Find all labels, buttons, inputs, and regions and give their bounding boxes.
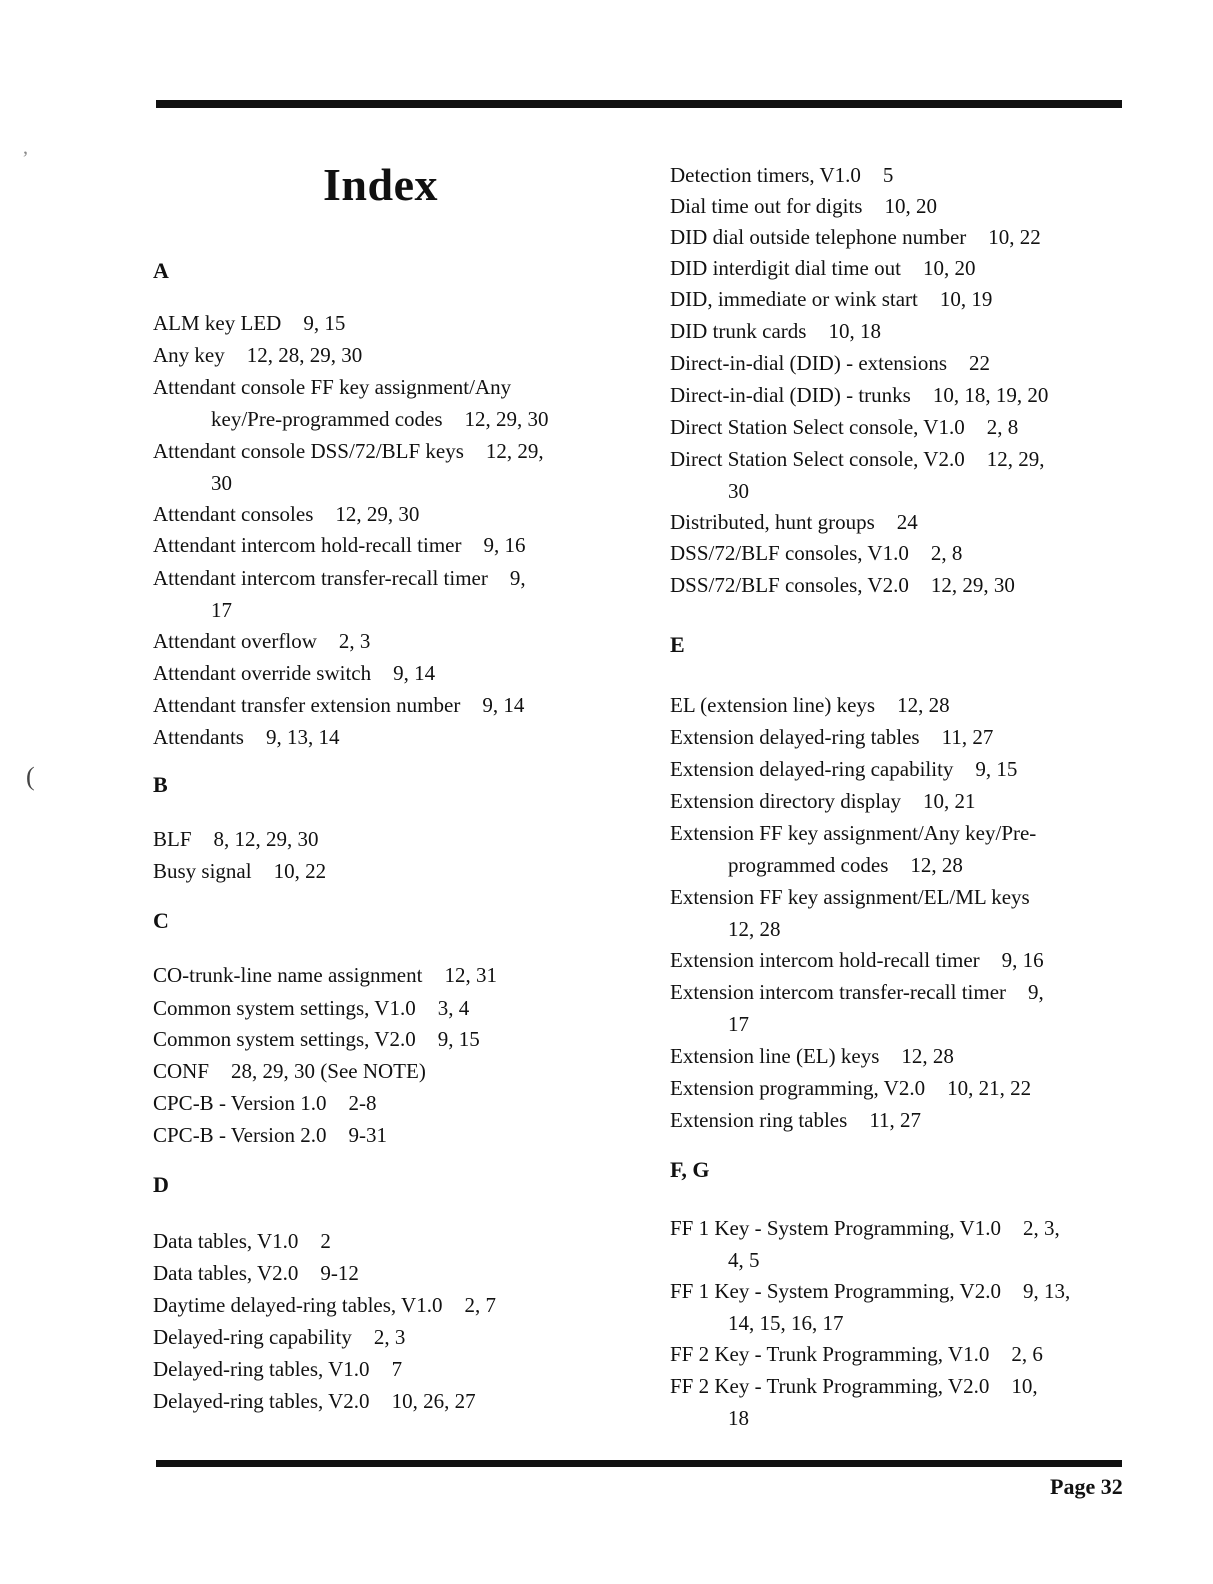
index-entry xyxy=(153,690,524,722)
index-entry xyxy=(153,1290,496,1322)
entry-term: FF 2 Key - Trunk Programming, V2.0 xyxy=(670,1374,990,1398)
entry-term-continued: key/Pre-programmed codes 12, 29, 30 xyxy=(211,406,549,431)
entry-pages: 10, 20 xyxy=(884,194,937,218)
entry-pages: 12, 28, 29, 30 xyxy=(246,343,363,367)
entry-pages: 10, 26, 27 xyxy=(391,1389,476,1413)
entry-term: Any key xyxy=(153,343,225,367)
index-entry xyxy=(153,499,419,531)
index-entry xyxy=(670,348,990,380)
entry-pages: 5 xyxy=(882,163,894,187)
entry-pages: 11, 27 xyxy=(869,1108,922,1132)
entry-pages: 9, 15 xyxy=(975,757,1018,781)
entry-pages: 10, 22 xyxy=(988,225,1041,249)
entry-term: Extension intercom hold-recall timer xyxy=(670,948,980,972)
entry-term: CO-trunk-line name assignment xyxy=(153,963,423,987)
entry-term: Extension FF key assignment/EL/ML keys xyxy=(670,885,1030,909)
section-letter: C xyxy=(153,908,169,933)
index-entry xyxy=(670,1339,1043,1371)
entry-term: DID interdigit dial time out xyxy=(670,256,901,280)
index-entry xyxy=(670,945,1044,977)
entry-pages: 10, 21 xyxy=(922,789,976,813)
entry-pages-continued: 14, 15, 16, 17 xyxy=(728,1310,844,1335)
entry-pages: 11, 27 xyxy=(941,725,994,749)
index-entry xyxy=(153,340,362,372)
entry-pages: 9, 14 xyxy=(393,661,436,685)
entry-pages: 9, 15 xyxy=(437,1027,480,1051)
index-entry xyxy=(153,856,326,888)
index-entry xyxy=(670,507,918,539)
index-entry xyxy=(670,786,975,818)
entry-pages-continued: 12, 28 xyxy=(728,916,781,941)
index-entry xyxy=(153,1386,476,1418)
entry-term: Distributed, hunt groups xyxy=(670,510,875,534)
index-entry xyxy=(153,1120,387,1152)
entry-pages: 10, 20 xyxy=(922,256,976,280)
entry-pages: 10, 19 xyxy=(939,287,993,311)
entry-pages: 2, 6 xyxy=(1011,1342,1043,1366)
index-entry xyxy=(670,570,1015,602)
entry-term: FF 2 Key - Trunk Programming, V1.0 xyxy=(670,1342,990,1366)
index-entry xyxy=(153,722,339,754)
entry-term: DID dial outside telephone number xyxy=(670,225,967,249)
index-entry xyxy=(670,722,993,754)
entry-pages: 10, 18, 19, 20 xyxy=(932,383,1049,407)
section-letter: F, G xyxy=(670,1157,710,1182)
entry-pages: 10, xyxy=(1011,1374,1038,1398)
entry-pages: 10, 21, 22 xyxy=(947,1076,1032,1100)
entry-pages: 12, 28 xyxy=(897,693,950,717)
index-entry xyxy=(670,160,893,192)
index-entry xyxy=(670,754,1017,786)
index-entry xyxy=(670,882,1030,945)
entry-pages: 12, 29, 30 xyxy=(464,406,549,431)
page-number: Page 32 xyxy=(1050,1474,1123,1499)
index-entry xyxy=(153,530,525,562)
entry-term: Direct-in-dial (DID) - extensions xyxy=(670,351,947,375)
entry-pages-continued: 18 xyxy=(728,1405,749,1430)
entry-pages: 9, 13, xyxy=(1022,1279,1071,1303)
entry-term: Extension ring tables xyxy=(670,1108,848,1132)
entry-pages: 22 xyxy=(969,351,990,375)
entry-term: CONF xyxy=(153,1059,210,1083)
entry-term: Attendant intercom hold-recall timer xyxy=(153,533,462,557)
index-entry xyxy=(670,690,950,722)
entry-term: FF 1 Key - System Programming, V1.0 xyxy=(670,1216,1001,1240)
index-entry xyxy=(153,1088,376,1120)
entry-term: DID, immediate or wink start xyxy=(670,287,918,311)
index-entry xyxy=(153,626,370,658)
entry-term: Delayed-ring tables, V1.0 xyxy=(153,1357,370,1381)
entry-pages-continued: 17 xyxy=(211,597,232,622)
index-entry xyxy=(153,1322,405,1354)
entry-term: Delayed-ring capability xyxy=(153,1325,352,1349)
index-entry xyxy=(670,191,937,223)
entry-pages: 7 xyxy=(391,1357,403,1381)
bottom-rule xyxy=(156,1460,1122,1467)
entry-term: DSS/72/BLF consoles, V1.0 xyxy=(670,541,909,565)
entry-pages: 2 xyxy=(320,1229,331,1253)
entry-pages: 12, 29, 30 xyxy=(930,573,1015,597)
entry-pages: 2, 8 xyxy=(986,415,1019,439)
index-entry xyxy=(153,1354,402,1386)
entry-term: CPC-B - Version 2.0 xyxy=(153,1123,327,1147)
entry-term: DSS/72/BLF consoles, V2.0 xyxy=(670,573,909,597)
index-entry xyxy=(670,1105,921,1137)
entry-term: Extension FF key assignment/Any key/Pre- xyxy=(670,821,1037,845)
index-entry xyxy=(670,316,881,348)
index-entry xyxy=(153,436,544,499)
entry-pages-continued: 30 xyxy=(211,470,232,495)
entry-term: Attendant transfer extension number xyxy=(153,693,461,717)
entry-term: CPC-B - Version 1.0 xyxy=(153,1091,327,1115)
index-entry xyxy=(153,372,549,435)
entry-pages: 8, 12, 29, 30 xyxy=(213,827,319,851)
entry-pages: 2, 3 xyxy=(373,1325,406,1349)
entry-pages: 2, 3, xyxy=(1022,1216,1060,1240)
entry-pages: 9, 13, 14 xyxy=(265,725,340,749)
entry-term: Dial time out for digits xyxy=(670,194,863,218)
section-letter: B xyxy=(153,772,168,797)
entry-pages: 2, 8 xyxy=(930,541,963,565)
index-entry xyxy=(670,222,1041,254)
entry-term: Extension intercom transfer-recall timer xyxy=(670,980,1007,1004)
index-entry xyxy=(670,1073,1031,1105)
entry-term: Delayed-ring tables, V2.0 xyxy=(153,1389,370,1413)
entry-term: Extension programming, V2.0 xyxy=(670,1076,926,1100)
entry-pages: 9, xyxy=(1028,980,1044,1004)
entry-term: Daytime delayed-ring tables, V1.0 xyxy=(153,1293,443,1317)
entry-pages-continued: 4, 5 xyxy=(728,1247,760,1272)
entry-term: Attendant overflow xyxy=(153,629,317,653)
index-entry xyxy=(670,1041,954,1073)
entry-pages: 12, 29, xyxy=(986,447,1045,471)
page-title: Index xyxy=(323,159,438,210)
entry-pages: 2-8 xyxy=(348,1091,377,1115)
entry-term: Extension delayed-ring capability xyxy=(670,757,954,781)
entry-pages: 9, 14 xyxy=(482,693,525,717)
entry-term: EL (extension line) keys xyxy=(670,693,876,717)
entry-pages-continued: 30 xyxy=(728,478,749,503)
margin-mark: ( xyxy=(26,762,35,791)
index-entry xyxy=(153,960,497,992)
top-rule xyxy=(156,100,1122,108)
section-letter: D xyxy=(153,1172,169,1197)
entry-term: Attendant override switch xyxy=(153,661,372,685)
entry-term: Busy signal xyxy=(153,859,252,883)
entry-pages: 10, 18 xyxy=(828,319,881,343)
entry-term: Data tables, V2.0 xyxy=(153,1261,299,1285)
entry-pages: 28, 29, 30 (See NOTE) xyxy=(231,1059,426,1083)
entry-pages: 9, 16 xyxy=(483,533,526,557)
entry-pages: 9, xyxy=(509,566,526,590)
entry-term: FF 1 Key - System Programming, V2.0 xyxy=(670,1279,1001,1303)
entry-pages: 12, 28 xyxy=(901,1044,954,1068)
index-entry xyxy=(153,993,469,1025)
index-entry xyxy=(670,380,1048,412)
entry-pages: 2, 7 xyxy=(464,1293,496,1317)
entry-pages: 12, 29, 30 xyxy=(335,502,420,526)
entry-pages: 3, 4 xyxy=(437,996,470,1020)
entry-pages-continued: 17 xyxy=(728,1011,749,1036)
entry-term: Extension line (EL) keys xyxy=(670,1044,880,1068)
entry-pages: 24 xyxy=(896,510,918,534)
section-letter: A xyxy=(153,258,169,283)
entry-term: Extension directory display xyxy=(670,789,901,813)
entry-pages: 9-12 xyxy=(320,1261,359,1285)
entry-term: Extension delayed-ring tables xyxy=(670,725,920,749)
entry-term: Data tables, V1.0 xyxy=(153,1229,299,1253)
entry-term: BLF xyxy=(153,827,192,851)
index-entry xyxy=(153,1258,359,1290)
index-entry xyxy=(153,563,526,626)
entry-pages: 10, 22 xyxy=(273,859,327,883)
entry-pages: 9-31 xyxy=(348,1123,387,1147)
index-entry xyxy=(670,538,962,570)
entry-term: Attendant consoles xyxy=(153,502,314,526)
entry-term: Direct Station Select console, V2.0 xyxy=(670,447,965,471)
index-entry xyxy=(670,818,1036,881)
entry-term: Direct Station Select console, V1.0 xyxy=(670,415,965,439)
entry-pages: 9, 16 xyxy=(1001,948,1044,972)
entry-term: Attendant intercom transfer-recall timer xyxy=(153,566,488,590)
entry-term: Attendant console FF key assignment/Any xyxy=(153,375,512,399)
index-entry xyxy=(153,1056,426,1088)
index-entry xyxy=(153,1226,331,1258)
index-entry xyxy=(153,1024,480,1056)
entry-pages: 12, 28 xyxy=(910,852,963,877)
entry-term-continued: programmed codes 12, 28 xyxy=(728,852,963,877)
index-entry xyxy=(153,824,319,856)
entry-pages: 2, 3 xyxy=(338,629,371,653)
entry-term: ALM key LED xyxy=(153,311,282,335)
index-entry xyxy=(670,444,1044,507)
index-entry xyxy=(670,1371,1038,1434)
index-entry xyxy=(670,412,1018,444)
index-entry xyxy=(670,977,1044,1040)
margin-mark: ʼ xyxy=(22,148,29,170)
index-entry xyxy=(670,1276,1070,1339)
entry-term: Detection timers, V1.0 xyxy=(670,163,861,187)
entry-pages: 9, 15 xyxy=(303,311,346,335)
entry-term: Direct-in-dial (DID) - trunks xyxy=(670,383,911,407)
entry-pages: 12, 31 xyxy=(444,963,497,987)
index-entry xyxy=(153,658,435,690)
section-letter: E xyxy=(670,632,685,657)
entry-term: Attendant console DSS/72/BLF keys xyxy=(153,439,464,463)
index-entry xyxy=(670,1213,1060,1276)
entry-term: Attendants xyxy=(153,725,244,749)
index-entry xyxy=(153,308,345,340)
entry-term: DID trunk cards xyxy=(670,319,807,343)
entry-term: Common system settings, V2.0 xyxy=(153,1027,416,1051)
index-entry xyxy=(670,253,975,285)
entry-pages: 12, 29, xyxy=(485,439,544,463)
index-entry xyxy=(670,284,992,316)
entry-term: Common system settings, V1.0 xyxy=(153,996,416,1020)
